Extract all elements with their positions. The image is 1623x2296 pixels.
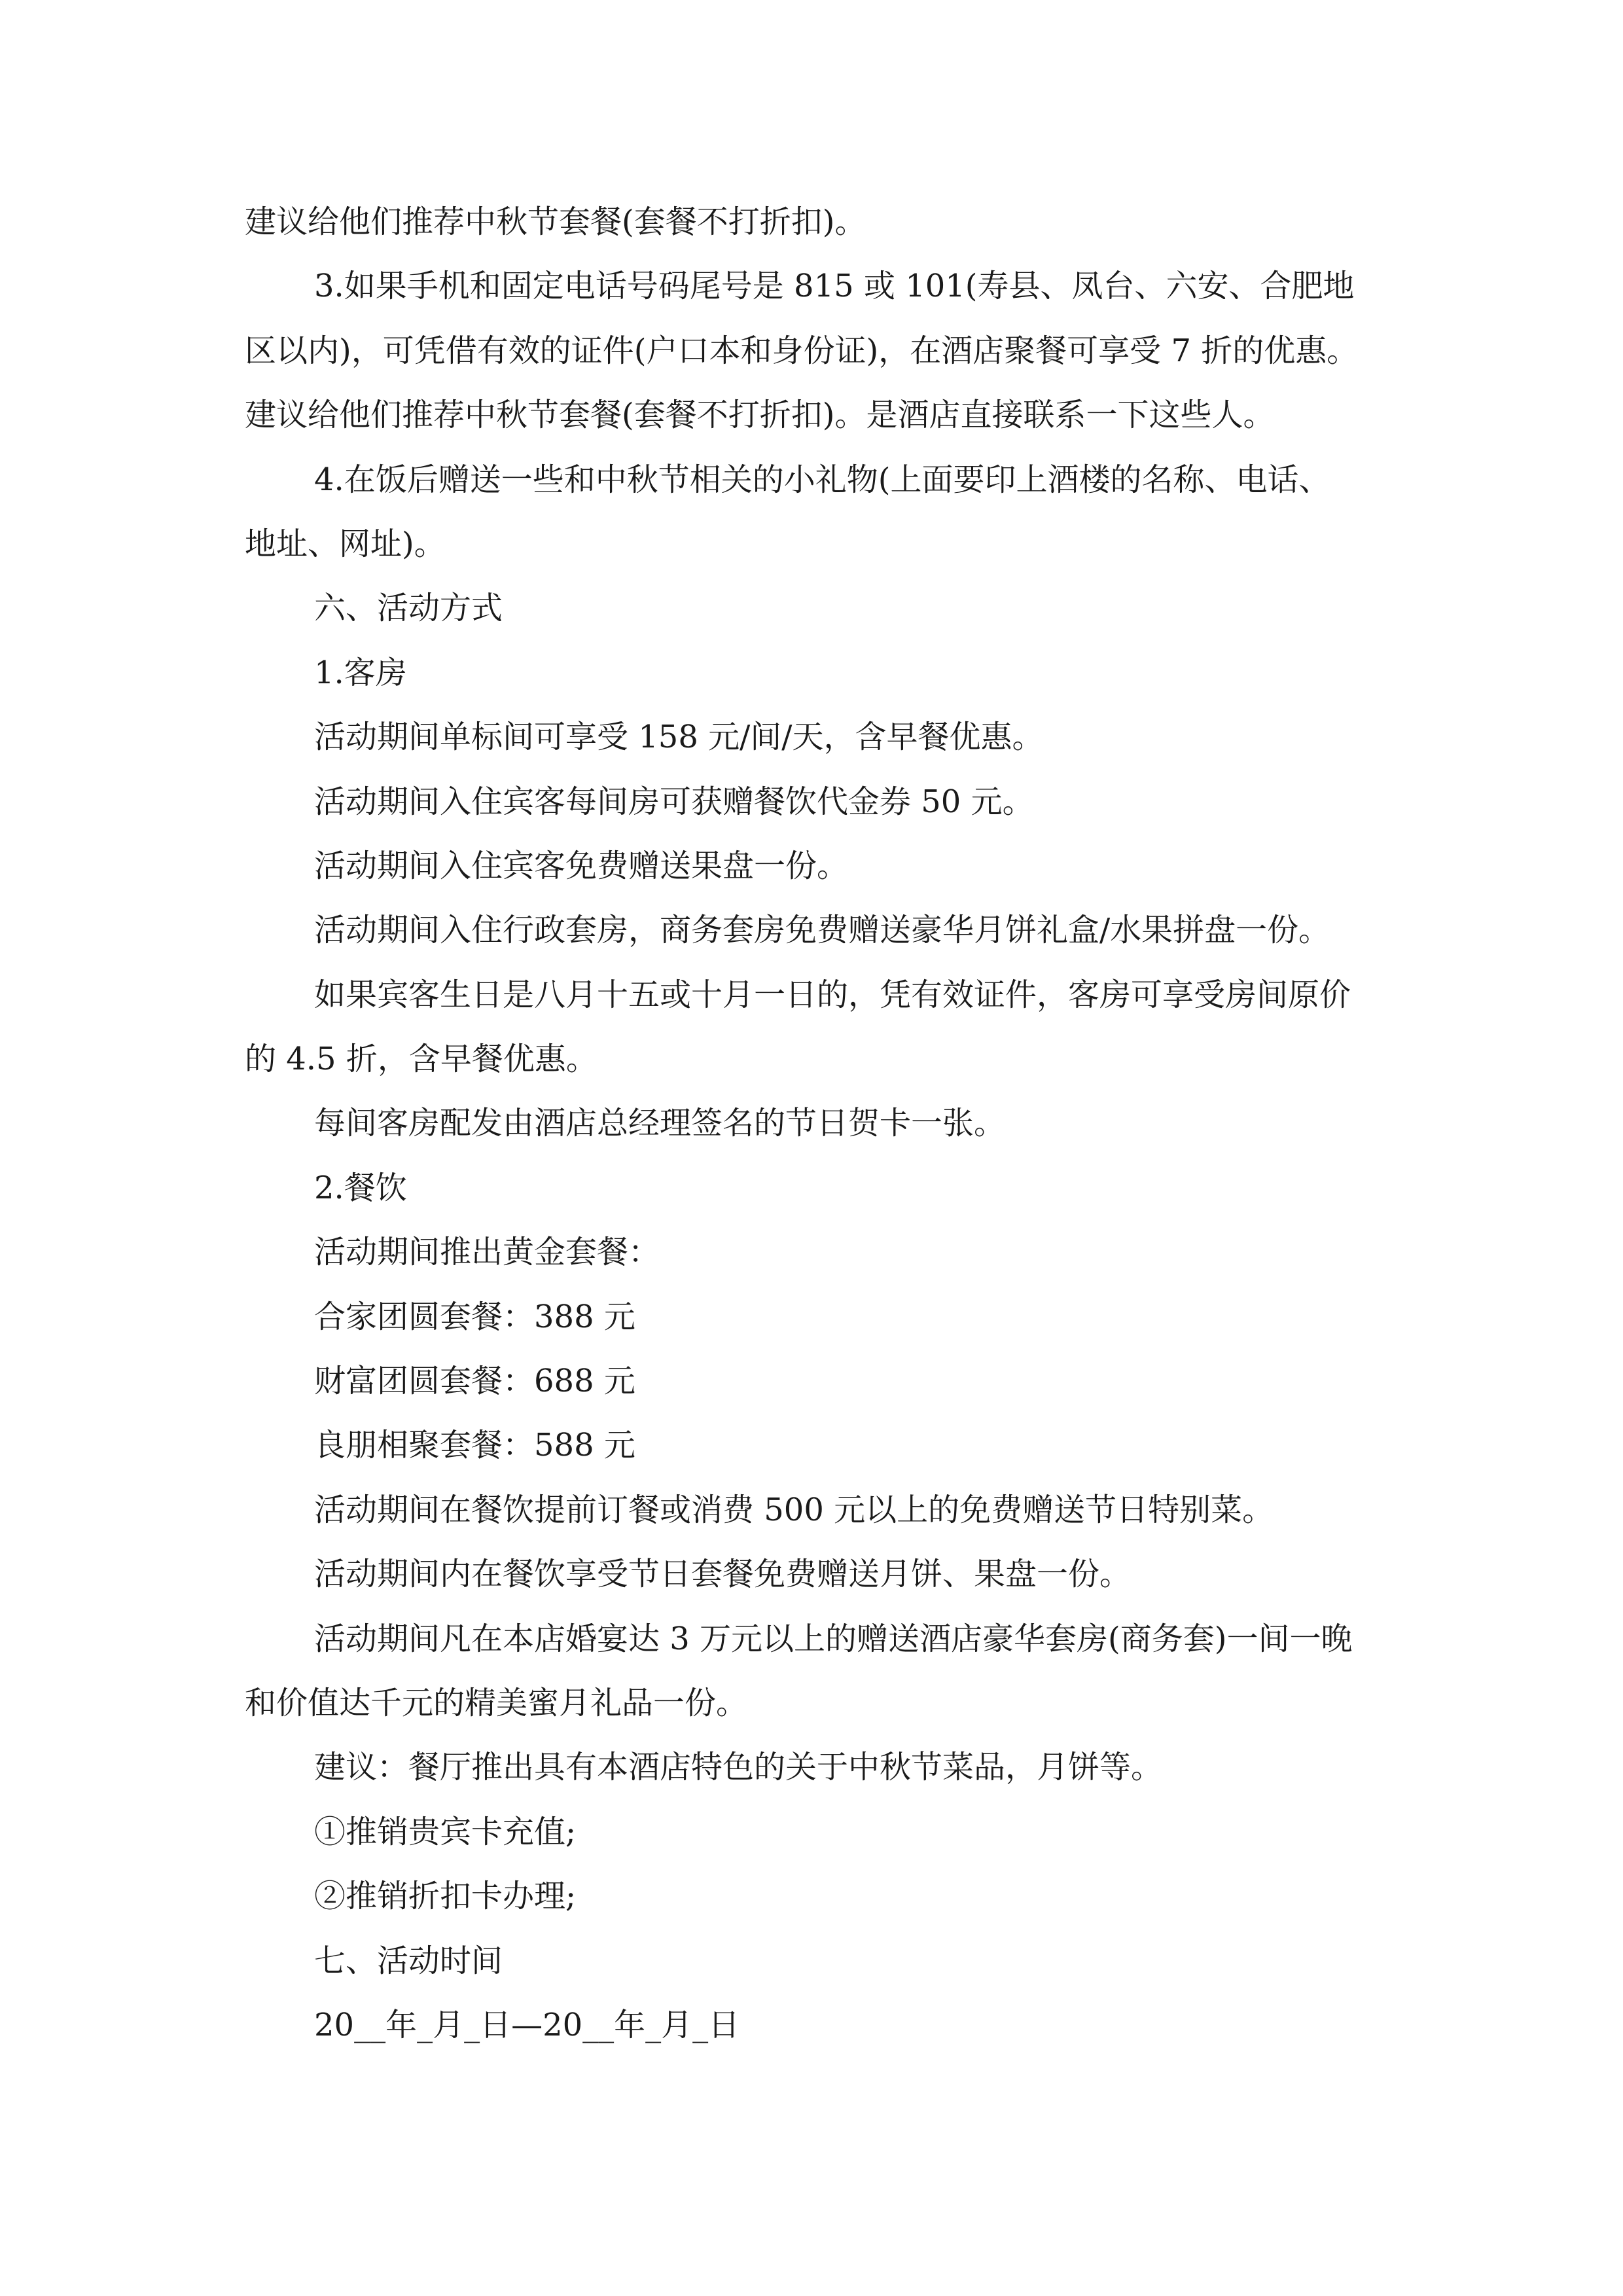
document-body	[245, 190, 1383, 2057]
paragraph-line: 活动期间单标间可享受 158 元/间/天，含早餐优惠。	[314, 719, 1044, 756]
paragraph-line: 活动期间凡在本店婚宴达 3 万元以上的赠送酒店豪华套房(商务套)一间一晚	[314, 1620, 1353, 1657]
paragraph-line: 4.在饭后赠送一些和中秋节相关的小礼物(上面要印上酒楼的名称、电话、	[314, 461, 1330, 498]
paragraph-line: 区以内)，可凭借有效的证件(户口本和身份证)，在酒店聚餐可享受 7 折的优惠。	[245, 332, 1359, 369]
paragraph-line: 3.如果手机和固定电话号码尾号是 815 或 101(寿县、凤台、六安、合肥地	[314, 268, 1355, 305]
menu-package-line: 良朋相聚套餐：588 元	[314, 1427, 635, 1464]
paragraph-line: 地址、网址)。	[245, 525, 446, 562]
section-heading: 六、活动方式	[314, 590, 503, 627]
paragraph-line: 建议给他们推荐中秋节套餐(套餐不打折扣)。是酒店直接联系一下这些人。	[245, 397, 1275, 434]
paragraph-line: 的 4.5 折，含早餐优惠。	[245, 1041, 597, 1078]
paragraph-line: 活动期间入住行政套房，商务套房免费赠送豪华月饼礼盒/水果拼盘一份。	[314, 912, 1330, 949]
paragraph-line: 建议：餐厅推出具有本酒店特色的关于中秋节菜品，月饼等。	[314, 1749, 1163, 1786]
paragraph-line: 建议给他们推荐中秋节套餐(套餐不打折扣)。	[245, 204, 866, 240]
paragraph-line: 活动期间入住宾客免费赠送果盘一份。	[314, 847, 849, 884]
subsection-heading: 2.餐饮	[314, 1169, 407, 1206]
menu-package-line: 合家团圆套餐：388 元	[314, 1298, 635, 1335]
section-heading: 七、活动时间	[314, 1942, 503, 1979]
paragraph-line: 活动期间内在餐饮享受节日套餐免费赠送月饼、果盘一份。	[314, 1556, 1132, 1593]
subsection-heading: 1.客房	[314, 654, 407, 691]
menu-package-line: 财富团圆套餐：688 元	[314, 1363, 635, 1400]
paragraph-line: 活动期间入住宾客每间房可获赠餐饮代金券 50 元。	[314, 783, 1034, 820]
list-item: ①推销贵宾卡充值;	[314, 1813, 577, 1850]
date-range-line: 20__年_月_日—20__年_月_日	[314, 2006, 740, 2043]
list-item: ②推销折扣卡办理;	[314, 1878, 577, 1915]
paragraph-line: 和价值达千元的精美蜜月礼品一份。	[245, 1684, 748, 1721]
paragraph-line: 活动期间推出黄金套餐：	[314, 1234, 660, 1271]
paragraph-line: 每间客房配发由酒店总经理签名的节日贺卡一张。	[314, 1105, 1006, 1142]
paragraph-line: 活动期间在餐饮提前订餐或消费 500 元以上的免费赠送节日特别菜。	[314, 1491, 1274, 1528]
paragraph-line: 如果宾客生日是八月十五或十月一日的，凭有效证件，客房可享受房间原价	[314, 976, 1351, 1013]
